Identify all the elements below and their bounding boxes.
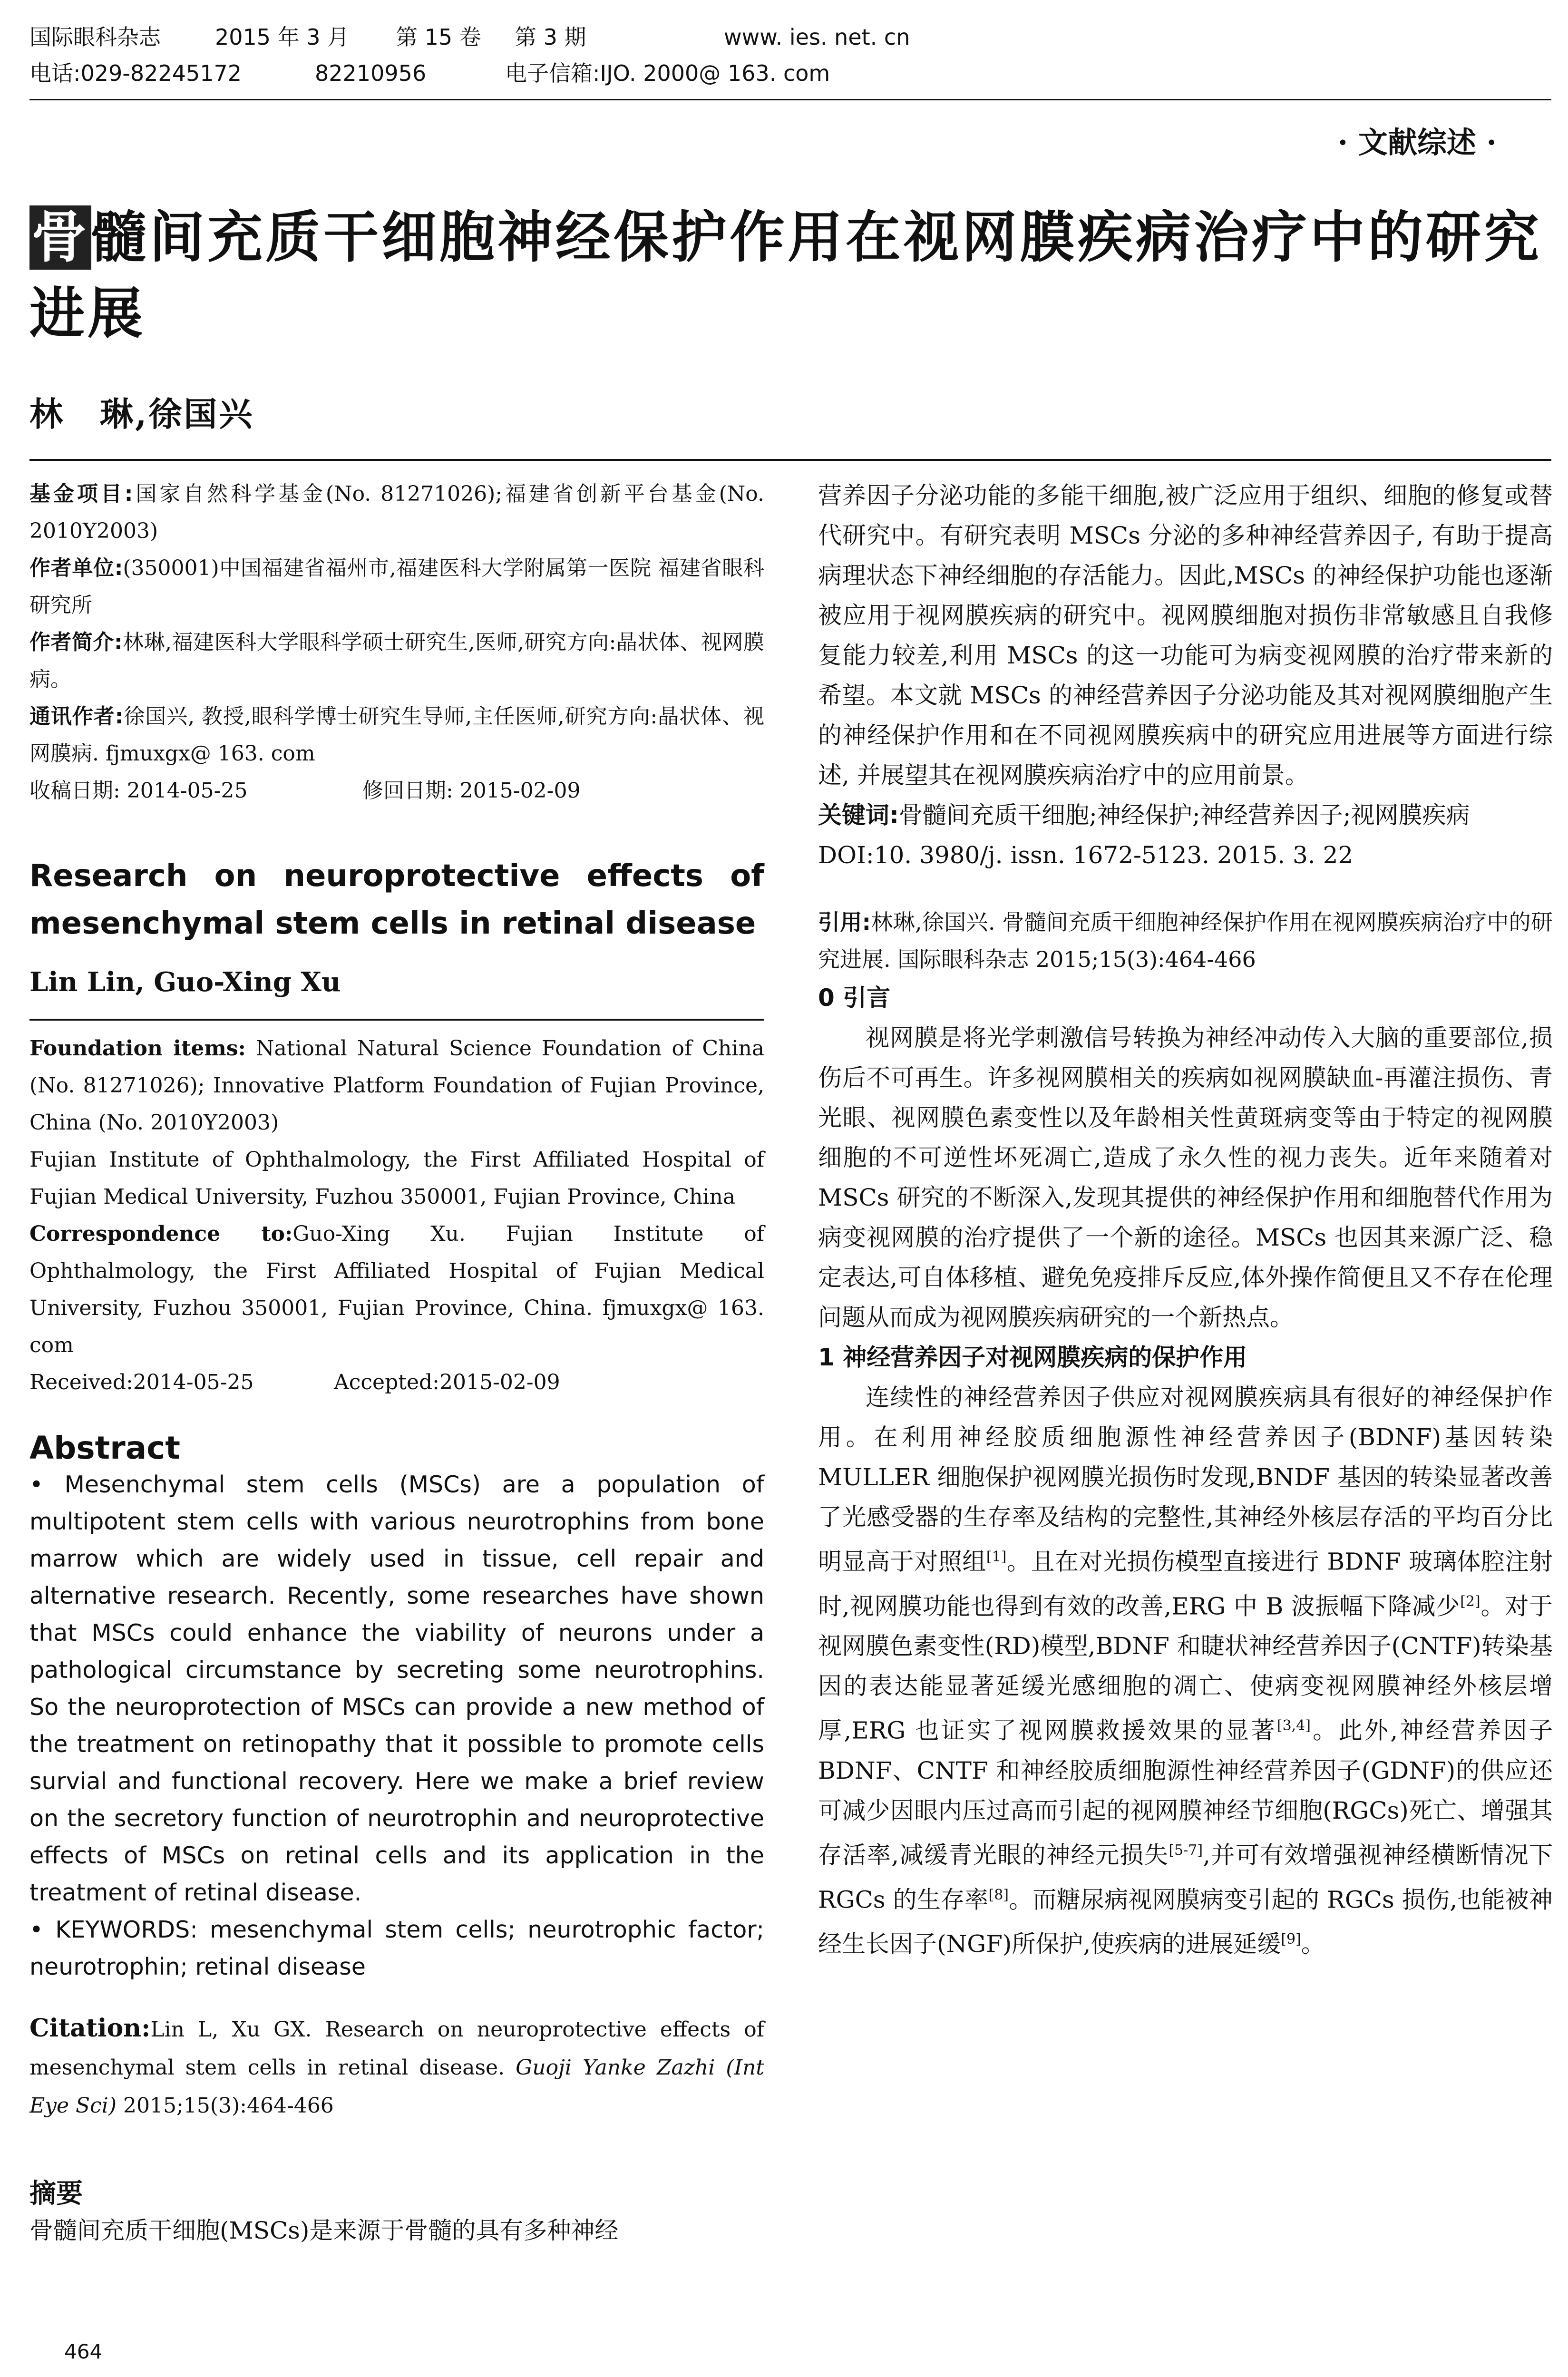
unit-cn-label: 作者单位: [29, 556, 123, 580]
fund-en-text: National Natural Science Foundation of China (No. 81271026); Innovative Platform Foundation of Fujian Province, China (No. 2010Y2003) [29, 1036, 765, 1135]
title-divider [29, 459, 1551, 461]
section1-heading: 1 神经营养因子对视网膜疾病的保护作用 [818, 1344, 1247, 1371]
citation-issue: 2015;15(3):464-466 [117, 2094, 334, 2118]
email-link[interactable]: 电子信箱:IJO. 2000@ 163. com [505, 60, 830, 86]
section1-text-1: 连续性的神经营养因子供应对视网膜疾病具有很好的神经保护作用。在利用神经胶质细胞源性神经营养因子(BDNF)基因转染 MULLER 细胞保护视网膜光损伤时发现,BNDF 基因的转染显著改善了光感受器的生存率及结构的完整性,其神经外核层存活的平均百分比明显高于对照组 [818, 1383, 1553, 1576]
dates-cn [29, 772, 764, 809]
article-title-cn [29, 200, 1551, 352]
citation-label: Citation: [29, 2014, 151, 2043]
en-metadata [29, 1030, 764, 1401]
ref-link-3-4[interactable]: [3,4] [1276, 1717, 1311, 1734]
abstract-heading: Abstract [29, 1430, 180, 1466]
section1-text-4: 。此外,神经营养因子 BDNF、CNTF 和神经胶质细胞源性神经营养因子(GDNF)的供应还可减少因眼内压过高而引起的视网膜神经节细胞(RGCs)死亡、增强其存活率,减缓青光眼的神经元损失 [818, 1716, 1553, 1869]
institution-en: Fujian Institute of Ophthalmology, the First Affiliated Hospital of Fujian Medical University, Fuzhou 350001, Fujian Province, China [29, 1148, 764, 1209]
section1-body [818, 1377, 1553, 1964]
corr-cn-text: 徐国兴, 教授,眼科学博士研究生导师,主任医师,研究方向:晶状体、视网膜病. fjmuxgx@ 163. com [29, 704, 764, 766]
section1-text-2: 。且在对光损伤模型直接进行 BDNF 玻璃体腔注射时,视网膜功能也得到有效的改善,ERG 中 B 波振幅下降减少 [818, 1548, 1553, 1620]
fund-cn-label: 基金项目: [29, 482, 133, 506]
corr-cn [29, 698, 764, 772]
keywords-cn-text: 骨髓间充质干细胞;神经保护;神经营养因子;视网膜疾病 [899, 801, 1470, 829]
corr-en [29, 1216, 764, 1364]
abstract-text: • Mesenchymal stem cells (MSCs) are a population of multipotent stem cells with various neurotrophins from bone marrow which are widely used in tissue, cell repair and alternative research. Recently, some researches have shown that MSCs could enhance the viability of neurons under a pathological circumstance by secreting some neurotrophins. So the neuroprotection of MSCs can provide a new method of the treatment on retinopathy that it possible to promote cells survial and functional recovery. Here we make a brief review on the secretory function of neurotrophin and neuroprotective effects of MSCs on retinal cells and its application in the treatment of retinal disease. [29, 1471, 764, 1906]
running-header [29, 19, 1542, 91]
abstract-body [29, 1466, 764, 1986]
section1-text-6: 。而糖尿病视网膜病变引起的 RGCs 损伤,也能被神经生长因子(NGF)所保护,使疾病的进展延缓 [818, 1886, 1553, 1958]
journal-name: 国际眼科杂志 [29, 24, 161, 50]
header-row-1 [29, 19, 1542, 55]
citation-journal: Guoji Yanke Zazhi (Int Eye Sci) [29, 2056, 764, 2118]
dates-en [29, 1364, 764, 1401]
title-rest: 髓间充质干细胞神经保护作用在视网膜疾病治疗中的研究进展 [29, 205, 1542, 346]
authors-en: Lin Lin, Guo-Xing Xu [29, 966, 341, 998]
section1-text-7: 。 [1301, 1930, 1325, 1958]
abstract-keywords: • KEYWORDS: mesenchymal stem cells; neurotrophic factor; neurotrophin; retinal disease [29, 1916, 764, 1980]
bio-cn-label: 作者简介: [29, 630, 123, 654]
authors-cn: 林 琳,徐国兴 [29, 394, 254, 434]
header-divider [29, 99, 1551, 100]
received-en: Received:2014-05-25 [29, 1370, 254, 1394]
cn-metadata [29, 476, 764, 809]
phone: 电话:029-82245172 [29, 60, 242, 86]
cite-cn-block [818, 904, 1553, 978]
accepted-en: Accepted:2015-02-09 [334, 1370, 560, 1394]
cite-cn-text: 林琳,徐国兴. 骨髓间充质干细胞神经保护作用在视网膜疾病治疗中的研究进展. 国际眼科杂志 2015;15(3):464-466 [818, 909, 1553, 972]
fund-cn [29, 476, 764, 550]
header-row-2 [29, 55, 1542, 91]
intro-body: 视网膜是将光学刺激信号转换为神经冲动传入大脑的重要部位,损伤后不可再生。许多视网膜相关的疾病如视网膜缺血-再灌注损伤、青光眼、视网膜色素变性以及年龄相关性黄斑病变等由于特定的视网膜细胞的不可逆性坏死凋亡,造成了永久性的视力丧失。近年来随着对 MSCs 研究的不断深入,发现其提供的神经保护作用和细胞替代作用为病变视网膜的治疗提供了一个新的途径。MSCs 也因其来源广泛、稳定表达,可自体移植、避免免疫排斥反应,体外操作简便且又不存在伦理问题从而成为视网膜疾病研究的一个新热点。 [818, 1024, 1553, 1331]
keywords-cn [818, 795, 1553, 835]
section1-text-3: 。对于视网膜色素变性(RD)模型,BDNF 和睫状神经营养因子(CNTF)转染基因的表达能显著延缓光感细胞的凋亡、使病变视网膜神经外核层增厚,ERG 也证实了视网膜救援效果的显著 [818, 1592, 1553, 1744]
ref-link-9[interactable]: [9] [1281, 1931, 1301, 1948]
website-link[interactable]: www. ies. net. cn [724, 24, 910, 50]
ref-link-8[interactable]: [8] [988, 1886, 1009, 1903]
fund-en-label: Foundation items: [29, 1036, 246, 1061]
issue-number: 第 3 期 [515, 24, 586, 50]
corr-cn-label: 通讯作者: [29, 704, 124, 729]
en-title-divider [29, 1019, 764, 1021]
ref-link-2[interactable]: [2] [1460, 1593, 1480, 1610]
bio-cn [29, 624, 764, 698]
corr-en-label: Correspondence to: [29, 1222, 293, 1246]
section1-text-5: ,并可有效增强视神经横断情况下 RGCs 的生存率 [818, 1841, 1553, 1914]
cite-cn [818, 904, 1553, 978]
volume: 第 15 卷 [396, 24, 481, 50]
issue-date: 2015 年 3 月 [215, 24, 350, 50]
zhaiyao-heading: 摘要 [29, 2178, 83, 2209]
revised-cn: 修回日期: 2015-02-09 [362, 779, 581, 803]
unit-cn-text: (350001)中国福建省福州市,福建医科大学附属第一医院 福建省眼科研究所 [29, 556, 764, 617]
article-title-en: Research on neuroprotective effects of mesenchymal stem cells in retinal disease [29, 858, 764, 941]
unit-cn [29, 550, 764, 624]
title-first-char: 骨 [29, 205, 91, 270]
cite-cn-label: 引用: [818, 909, 871, 935]
fund-cn-text: 国家自然科学基金(No. 81271026);福建省创新平台基金(No. 2010Y2003) [29, 482, 764, 543]
right-column [818, 476, 1553, 1964]
fund-en [29, 1030, 764, 1141]
ref-link-1[interactable]: [1] [986, 1549, 1007, 1565]
received-cn: 收稿日期: 2014-05-25 [29, 779, 248, 803]
zhaiyao-body-continued: 营养因子分泌功能的多能干细胞,被广泛应用于组织、细胞的修复或替代研究中。有研究表明 MSCs 分泌的多种神经营养因子, 有助于提高病理状态下神经细胞的存活能力。因此,MSCs 的神经保护功能也逐渐被应用于视网膜疾病的研究中。视网膜细胞对损伤非常敏感且自我修复能力较差,利用 MSCs 的这一功能可为病变视网膜的治疗带来新的希望。本文就 MSCs 的神经营养因子分泌功能及其对视网膜细胞产生的神经保护作用和在不同视网膜疾病中的研究应用进展等方面进行综述, 并展望其在视网膜疾病治疗中的应用前景。 [818, 482, 1553, 789]
citation-text: Lin L, Xu GX. Research on neuroprotective effects of mesenchymal stem cells in retinal disease. [29, 2017, 764, 2080]
keywords-cn-label: 关键词: [818, 801, 899, 829]
phone-2: 82210956 [315, 60, 427, 86]
ref-link-5-7[interactable]: [5-7] [1169, 1841, 1203, 1859]
doi: DOI:10. 3980/j. issn. 1672-5123. 2015. 3. 22 [818, 841, 1354, 869]
left-column [29, 476, 764, 2250]
bio-cn-text: 林琳,福建医科大学眼科学硕士研究生,医师,研究方向:晶状体、视网膜病。 [29, 630, 764, 692]
corr-en-text: Guo-Xing Xu. Fujian Institute of Ophthalmology, the First Affiliated Hospital of Fujian Medical University, Fuzhou 350001, Fujian Province, China. fjmuxgx@ 163. com [29, 1222, 764, 1357]
section-tag: · 文献综述 · [1337, 125, 1497, 160]
intro-heading: 0 引言 [818, 984, 891, 1012]
zhaiyao-body-start: 骨髓间充质干细胞(MSCs)是来源于骨髓的具有多种神经 [29, 2217, 619, 2244]
citation [29, 2009, 764, 2125]
page-number: 464 [64, 2340, 103, 2363]
